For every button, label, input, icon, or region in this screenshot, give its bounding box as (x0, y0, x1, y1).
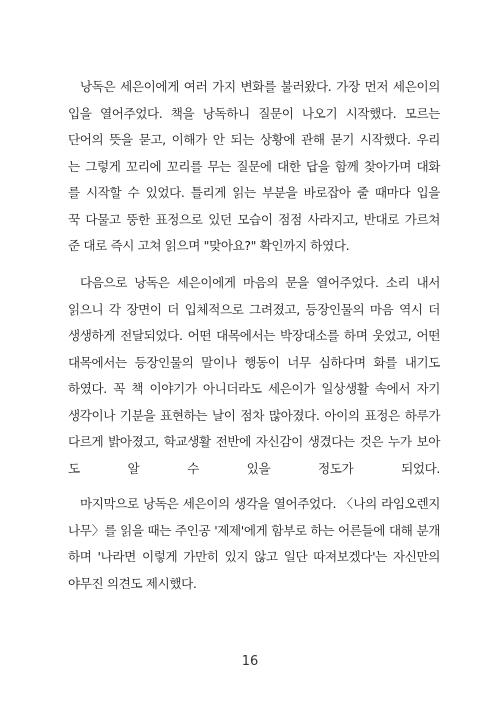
text-line: 꾹 다물고 뚱한 표정으로 있던 모습이 점점 사라지고, 반대로 가르쳐 (68, 211, 440, 227)
page-number: 16 (241, 654, 259, 669)
text-line: 생각이나 기분을 표현하는 날이 점차 많아졌다. 아이의 표정은 하루가 (68, 407, 440, 423)
text-line: 를 시작할 수 있었다. 틀리게 읽는 부분을 바로잡아 줄 때마다 입을 (68, 185, 440, 200)
text-line: 준 대로 즉시 고쳐 읽으며 "맞아요?" 확인까지 하였다. (68, 238, 350, 253)
text-line: 낭독은 세은이에게 여러 가지 변화를 불러왔다. 가장 먼저 세은이의 (80, 79, 440, 94)
text-line: 단어의 뜻을 묻고, 이해가 안 되는 상황에 관해 묻기 시작했다. 우리 (68, 132, 440, 147)
text-line: 하였다. 꼭 책 이야기가 아니더라도 세은이가 일상생활 속에서 자기 (68, 381, 440, 396)
text-line: 다르게 밝아졌고, 학교생활 전반에 자신감이 생겼다는 것은 누가 보아 (68, 434, 440, 449)
paragraph-3 (68, 491, 440, 597)
text-line: 하며 '나라면 이렇게 가만히 있지 않고 일단 따져보겠다'는 자신만의 (68, 549, 440, 564)
text-line: 마지막으로 낭독은 세은이의 생각을 열어주었다. 〈나의 라임오렌지 (80, 496, 440, 511)
paragraph-1 (68, 74, 440, 260)
text-line: 대목에서는 등장인물의 말이나 행동이 너무 심하다며 화를 내기도 (68, 354, 440, 370)
text-line: 읽으니 각 장면이 더 입체적으로 그려졌고, 등장인물의 마음 역시 더 (68, 301, 440, 317)
text-line: 입을 열어주었다. 책을 낭독하니 질문이 나오기 시작했다. 모르는 (68, 105, 440, 121)
text-line: 야무진 의견도 제시했다. (68, 575, 197, 591)
text-line: 나무〉를 읽을 때는 주인공 '제제'에게 함부로 하는 어른들에 대해 분개 (68, 522, 440, 538)
text-line: 는 그렇게 꼬리에 꼬리를 무는 질문에 대한 답을 함께 찾아가며 대화 (68, 158, 440, 174)
text-line: 생생하게 전달되었다. 어떤 대목에서는 박장대소를 하며 웃었고, 어떤 (68, 328, 440, 343)
text-line: 도 알 수 있을 정도가 되었다. (68, 460, 440, 476)
paragraph-2 (68, 270, 440, 509)
text-line: 다음으로 낭독은 세은이에게 마음의 문을 열어주었다. 소리 내서 (80, 275, 440, 290)
